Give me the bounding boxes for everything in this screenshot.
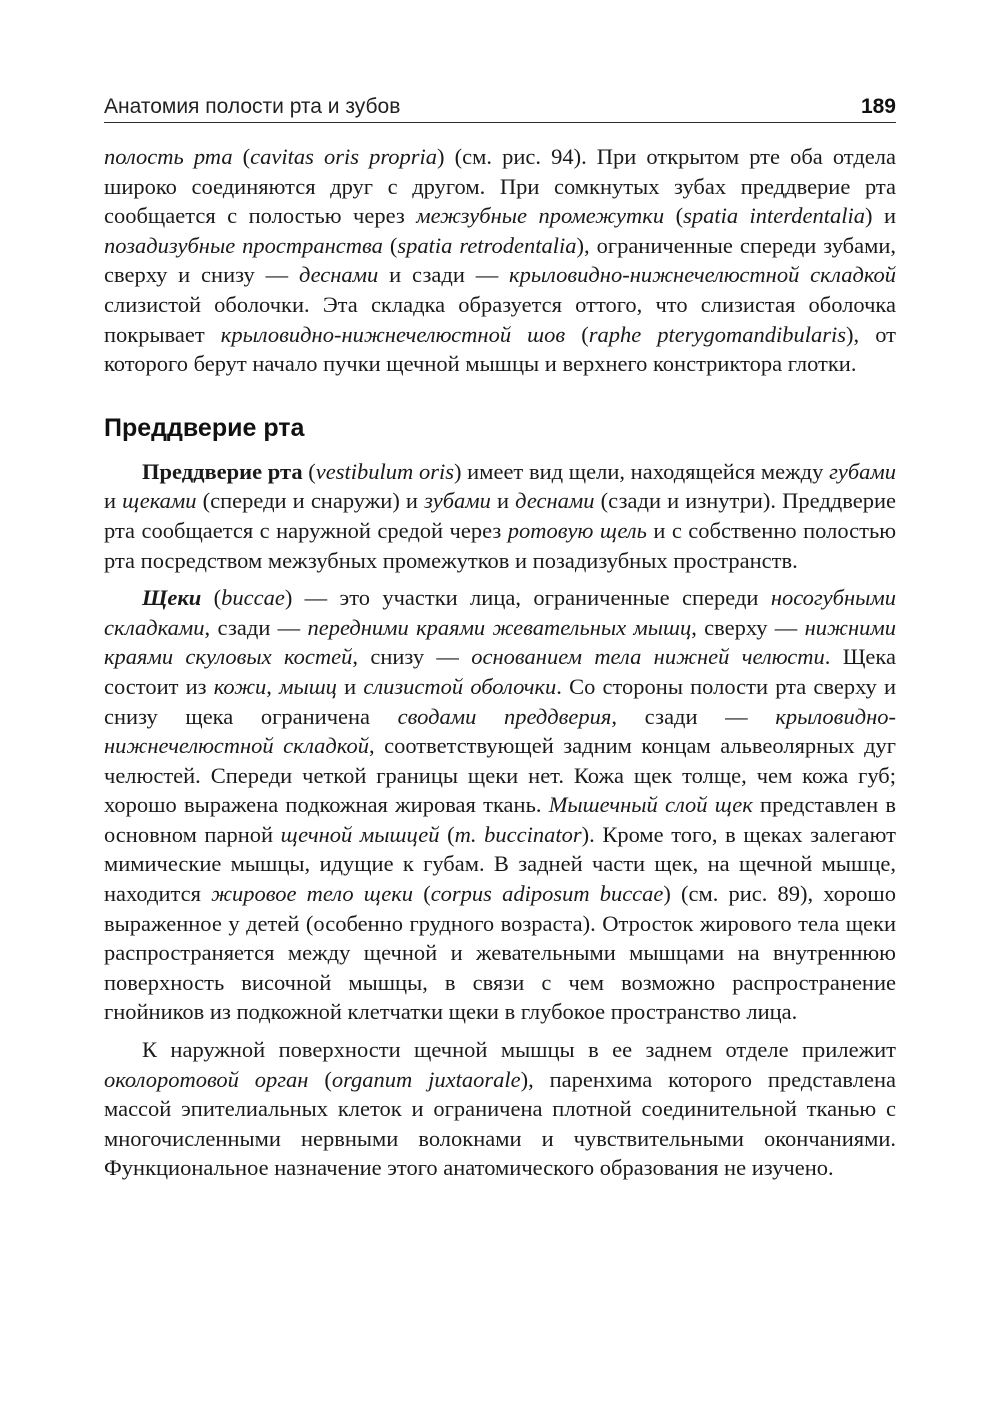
- italic-term: щеками: [122, 488, 197, 514]
- text-run: , сзади —: [611, 703, 776, 729]
- italic-term: деснами: [515, 488, 595, 514]
- italic-term: носогубными складками: [104, 585, 896, 640]
- italic-term: мышц: [279, 673, 337, 699]
- italic-term: spatia retrodentalia: [397, 232, 577, 258]
- italic-term: нижними краями скуловых костей: [104, 614, 896, 670]
- italic-term: spatia interdentalia: [683, 203, 865, 229]
- text-run: ) (см. рис. 94). При открытом рте оба отдела широко соединяются друг с другом. При сомкнутых зубах преддверие рта сообщается с полостью через: [104, 144, 896, 229]
- italic-term: vestibulum oris: [315, 458, 454, 484]
- chapter-title: Анатомия полости рта и зубов: [104, 95, 401, 118]
- intro-paragraph: [104, 142, 896, 379]
- bold-term: Щеки: [142, 585, 202, 611]
- book-page: [104, 88, 896, 1183]
- text-run: (: [308, 1066, 332, 1092]
- italic-term: organum juxtaorale: [331, 1066, 521, 1092]
- text-run: представлен в основном парной: [104, 792, 897, 847]
- text-run: и: [104, 488, 123, 514]
- text-run: (сзади и изнутри). Преддверие рта сообщается с наружной средой через: [104, 488, 896, 543]
- italic-term: щечной мышцей: [280, 821, 440, 847]
- text-run: слизистой оболочки. Эта складка образуется оттого, что слизистая оболочка покрывает: [104, 291, 896, 347]
- italic-term: межзубные промежутки: [416, 203, 665, 229]
- italic-term: corpus adiposum buccae: [430, 881, 664, 907]
- text-run: (спереди и снаружи) и: [196, 488, 425, 514]
- italic-term: cavitas oris propria: [250, 144, 438, 169]
- italic-term: околоротовой орган: [104, 1066, 309, 1092]
- text-run: ) (см. рис. 89), хорошо выраженное у детей (особенно грудного возраста). Отросток жирового тела щеки распространяется между щечной и жевательными мышцами на внутреннюю поверхность височной мышцы, в связи с чем возможно распространение гнойников из подкожной клетчатки щеки в глубокое пространство лица.: [104, 881, 897, 1025]
- italic-term: buccae: [221, 585, 285, 611]
- text-run: К наружной поверхности щечной мышцы в ее заднем отделе прилежит: [142, 1037, 896, 1063]
- italic-term: сводами преддверия: [397, 703, 612, 729]
- section-heading: Преддверие рта: [104, 413, 305, 442]
- text-run: ), паренхима которого представлена массой эпителиальных клеток и ограничена плотной соединительной тканью с многочисленными нервными волокнами и чувствительными окончаниями. Функциональное назначение этого анатомического образования не изучено.: [104, 1066, 896, 1181]
- vestibule-paragraph: [104, 457, 896, 575]
- text-run: ), ограниченные спереди зубами, сверху и снизу —: [104, 232, 896, 288]
- italic-term: передними краями жевательных мышц: [307, 614, 692, 640]
- cheeks-paragraph: [104, 583, 896, 1027]
- italic-term: полость рта: [104, 144, 233, 169]
- text-run: , сзади —: [204, 614, 308, 640]
- italic-term: крыловидно-нижнечелюстной складкой: [104, 703, 896, 759]
- text-run: ) — это участки лица, ограниченные спереди: [284, 585, 771, 611]
- juxtaoral-organ-paragraph: [104, 1035, 896, 1183]
- text-run: ) и: [864, 203, 896, 229]
- text-run: (: [664, 203, 684, 229]
- text-run: и с собственно полостью рта посредством межзубных промежутков и позадизубных пространств.: [104, 517, 897, 573]
- italic-term: деснами: [298, 262, 379, 288]
- italic-term: губами: [829, 458, 897, 484]
- text-run: , сверху —: [691, 614, 805, 640]
- text-run: и: [490, 488, 516, 514]
- text-run: ). Кроме того, в щеках залегают мимические мышцы, идущие к губам. В задней части щек, на щечной мышце, находится: [104, 821, 896, 907]
- italic-term: ротовую щель: [507, 517, 647, 543]
- italic-term: Мышечный слой щек: [548, 792, 753, 818]
- text-run: (: [565, 321, 589, 347]
- text-run: ) имеет вид щели, находящейся между: [453, 458, 830, 484]
- italic-term: основанием тела нижней челюсти: [471, 644, 825, 670]
- text-run: ), от которого берут начало пучки щечной мышцы и верхнего констриктора глотки.: [104, 321, 896, 377]
- text-run: и сзади —: [378, 262, 510, 288]
- text-run: (: [201, 585, 222, 611]
- text-run: и: [336, 673, 364, 699]
- page-number: 189: [860, 95, 896, 118]
- text-run: (: [302, 458, 316, 484]
- text-run: . Щека состоит из: [104, 644, 896, 699]
- italic-term: крыловидно-нижнечелюстной шов: [220, 321, 566, 347]
- italic-term: крыловидно-нижнечелюстной складкой: [509, 262, 896, 288]
- bold-term: Преддверие рта: [142, 458, 303, 484]
- text-run: . Со стороны полости рта сверху и снизу щека ограничена: [104, 673, 896, 729]
- italic-term: raphe pterygomandibularis: [588, 321, 847, 347]
- italic-term: зубами: [424, 488, 491, 514]
- text-run: (: [413, 881, 431, 907]
- italic-term: жировое тело щеки: [211, 881, 414, 907]
- text-run: ,: [266, 673, 280, 699]
- running-header: [104, 88, 896, 123]
- text-run: (: [382, 232, 398, 258]
- italic-term: позадизубные пространства: [104, 232, 383, 258]
- text-run: (: [439, 821, 455, 847]
- text-run: (: [232, 144, 251, 169]
- italic-term: кожи: [213, 673, 267, 699]
- text-run: , соответствующей задним концам альвеолярных дуг челюстей. Спереди четкой границы щеки нет. Кожа щек толще, чем кожа губ; хорошо выражена подкожная жировая ткань.: [104, 733, 896, 818]
- italic-term: m. buccinator: [454, 821, 582, 847]
- italic-term: слизистой оболочки: [363, 673, 557, 699]
- text-run: , снизу —: [352, 644, 472, 670]
